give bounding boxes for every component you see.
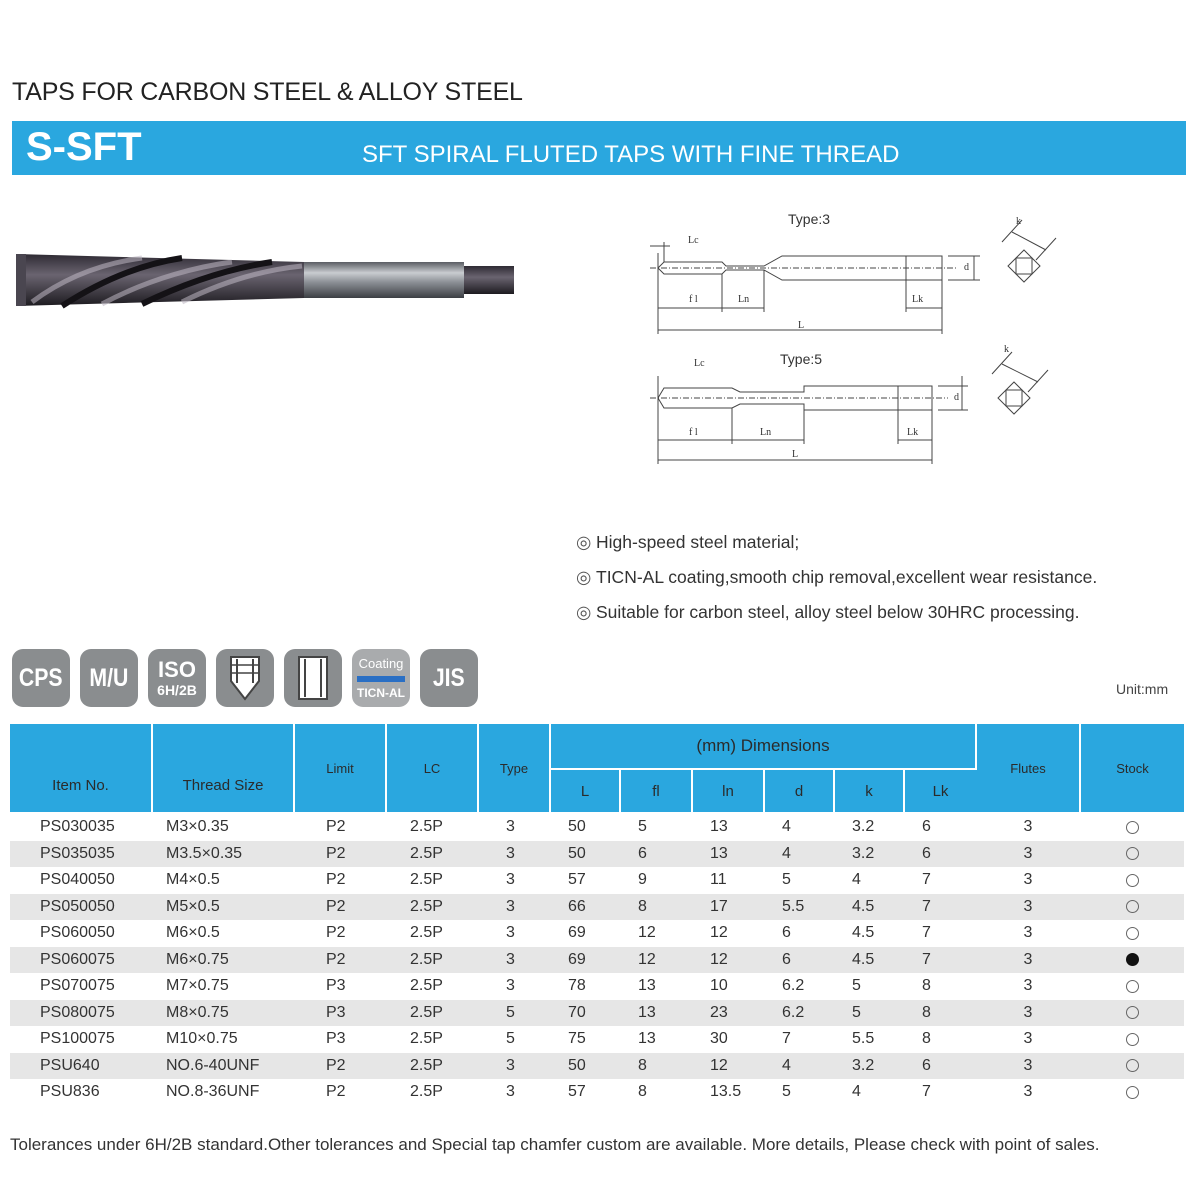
col-lk: Lk [904,769,976,813]
table-row [10,894,1184,921]
cell-fl: 8 [620,1053,692,1080]
cell-d: 5 [782,871,791,889]
cell-lc: 2.5P [386,894,478,921]
table-row [10,1000,1184,1027]
cell-L: 57 [568,1083,586,1101]
cell-lc: 2.5P [386,841,478,868]
type5-title: Type:5 [780,351,823,367]
cell-ln: 17 [692,894,764,921]
cell-k: 4 [852,1083,861,1101]
cell-item: PS060075 [10,947,152,974]
mu-badge: M/U [80,649,138,707]
cell-limit: P3 [294,1000,386,1027]
cell-L: 66 [550,894,620,921]
dimension-drawings [636,198,1076,478]
col-thread: Thread Size [152,724,294,813]
product-code: S-SFT [26,125,142,169]
cell-k: 5 [852,977,861,995]
cell-d: 6 [782,924,791,942]
feature-item: ◎ Suitable for carbon steel, alloy steel below 30HRC processing. [576,602,1080,622]
cell-k: 5.5 [852,1030,875,1048]
cell-fl: 8 [620,894,692,921]
cell-lk: 7 [922,1083,931,1101]
cell-limit: P2 [326,924,346,942]
bullet-icon: ◎ [576,602,592,622]
iso-badge: ISO 6H/2B [148,649,206,707]
cell-lk: 8 [922,977,931,995]
type3-title: Type:3 [788,211,831,227]
cell-L: 50 [550,841,620,868]
cell-type: 3 [478,894,550,921]
cell-k: 3.2 [834,1053,904,1080]
table-row [10,1053,1184,1080]
col-stock: Stock [1080,724,1184,813]
chamfer-tap-icon [216,649,274,707]
cell-k: 3.2 [834,841,904,868]
jis-badge: JIS [420,649,478,707]
type3-k-label: k [1016,216,1021,227]
cell-L: 50 [550,1053,620,1080]
unit-label: Unit:mm [1116,681,1169,697]
col-limit: Limit [294,724,386,813]
footnote: Tolerances under 6H/2B standard.Other tolerances and Special tap chamfer custom are available. More details, Please check with point of sales. [10,1135,1100,1154]
col-fl: fl [620,769,692,813]
cell-type: 3 [478,1053,550,1080]
feature-item: ◎ TICN-AL coating,smooth chip removal,excellent wear resistance. [576,567,1098,587]
cell-stock [1080,1026,1184,1053]
out-of-stock-icon [1126,1006,1139,1019]
cell-fl: 13 [620,1000,692,1027]
cell-lk: 7 [922,924,931,942]
type5-lk-label: Lk [907,427,919,438]
spec-table [10,724,1184,1106]
cell-stock [1080,1079,1184,1106]
cell-L: 70 [550,1000,620,1027]
cell-fl: 12 [620,947,692,974]
cell-limit: P2 [326,1083,346,1101]
cell-lk: 7 [904,894,976,921]
out-of-stock-icon [1126,1033,1139,1046]
cell-lk: 8 [922,1030,931,1048]
cell-item: PSU836 [40,1083,100,1101]
type5-d-label: d [954,392,959,403]
cell-limit: P3 [326,1030,346,1048]
cell-lk: 6 [904,1053,976,1080]
cell-lc: 2.5P [410,871,443,889]
feature-list [576,530,1097,635]
cell-fl: 13 [638,1030,656,1048]
cell-ln: 12 [692,947,764,974]
cell-item: PS070075 [40,977,115,995]
out-of-stock-icon [1126,1059,1139,1072]
cell-thread: M3×0.35 [166,818,229,836]
cell-thread: M6×0.75 [152,947,294,974]
category-title: TAPS FOR CARBON STEEL & ALLOY STEEL [12,78,523,106]
cell-lc: 2.5P [410,818,443,836]
cell-type: 3 [506,924,515,942]
cell-lc: 2.5P [386,1000,478,1027]
cell-flutes: 3 [976,1053,1080,1080]
cell-L: 50 [568,818,586,836]
coating-badge: Coating TICN-AL [352,649,410,707]
type3-d-label: d [964,262,969,273]
feature-item: ◎ High-speed steel material; [576,532,800,552]
cell-stock [1080,813,1184,841]
cell-stock [1080,920,1184,947]
type5-lc-label: Lc [694,358,705,369]
cell-item: PS030035 [40,818,115,836]
cell-lc: 2.5P [386,947,478,974]
cell-flutes: 3 [976,894,1080,921]
cell-type: 3 [506,977,515,995]
cell-limit: P2 [294,947,386,974]
cell-k: 4.5 [834,947,904,974]
cell-ln: 13 [692,841,764,868]
cell-lk: 7 [904,947,976,974]
cell-lk: 6 [904,841,976,868]
table-row [10,973,1184,1000]
cell-limit: P2 [294,894,386,921]
type3-fl-label: f l [689,294,698,305]
out-of-stock-icon [1126,980,1139,993]
cell-lc: 2.5P [410,1083,443,1101]
cell-L: 57 [568,871,586,889]
straight-tap-icon [284,649,342,707]
col-k: k [834,769,904,813]
cell-lc: 2.5P [410,977,443,995]
cell-item: PS050050 [10,894,152,921]
cell-lk: 6 [922,818,931,836]
cell-thread: M6×0.5 [166,924,220,942]
table-row [10,813,1184,841]
cell-ln: 30 [710,1030,728,1048]
table-row [10,1026,1184,1053]
cell-ln: 13.5 [710,1083,742,1101]
cell-flutes: 3 [1023,977,1033,995]
cell-stock [1080,1053,1184,1080]
bullet-icon: ◎ [576,532,592,552]
cell-lk: 8 [904,1000,976,1027]
col-L: L [550,769,620,813]
out-of-stock-icon [1126,847,1139,860]
cell-item: PSU640 [10,1053,152,1080]
cell-ln: 12 [710,924,728,942]
cell-flutes: 3 [1023,1083,1033,1101]
table-row [10,920,1184,947]
cell-d: 4 [764,1053,834,1080]
col-d: d [764,769,834,813]
product-banner [12,121,1186,175]
table-row [10,947,1184,974]
cell-thread: M5×0.5 [152,894,294,921]
cell-d: 5.5 [764,894,834,921]
col-lc: LC [386,724,478,813]
col-flutes: Flutes [976,724,1080,813]
cell-fl: 13 [638,977,656,995]
cell-L: 75 [568,1030,586,1048]
cell-limit: P3 [326,977,346,995]
cell-flutes: 3 [976,947,1080,974]
cell-limit: P2 [294,841,386,868]
cell-item: PS100075 [40,1030,115,1048]
cell-fl: 6 [620,841,692,868]
cps-badge: CPS [12,649,70,707]
cell-ln: 12 [692,1053,764,1080]
cell-ln: 13 [710,818,728,836]
in-stock-icon [1126,953,1139,966]
cell-k: 5 [834,1000,904,1027]
out-of-stock-icon [1126,821,1139,834]
tap-photo [12,232,520,328]
out-of-stock-icon [1126,900,1139,913]
cell-item: PS060050 [40,924,115,942]
cell-thread: M4×0.5 [166,871,220,889]
cell-thread: M3.5×0.35 [152,841,294,868]
out-of-stock-icon [1126,874,1139,887]
feature-badges [12,649,478,707]
type5-k-label: k [1004,344,1009,355]
cell-d: 4 [764,841,834,868]
cell-stock [1080,947,1184,974]
cell-type: 3 [506,1083,515,1101]
cell-flutes: 3 [976,1000,1080,1027]
cell-stock [1080,867,1184,894]
cell-limit: P2 [326,818,346,836]
type3-lc-label: Lc [688,235,699,246]
cell-lc: 2.5P [386,1053,478,1080]
cell-type: 5 [478,1000,550,1027]
cell-stock [1080,1000,1184,1027]
table-row [10,1079,1184,1106]
cell-fl: 12 [638,924,656,942]
cell-k: 4.5 [834,894,904,921]
bullet-icon: ◎ [576,567,592,587]
cell-stock [1080,841,1184,868]
cell-d: 6 [764,947,834,974]
cell-lc: 2.5P [410,924,443,942]
cell-d: 6.2 [764,1000,834,1027]
cell-limit: P2 [294,1053,386,1080]
coating-bar [357,676,405,682]
cell-thread: M7×0.75 [166,977,229,995]
cell-type: 3 [506,871,515,889]
cell-d: 6.2 [782,977,805,995]
cell-L: 69 [568,924,586,942]
col-ln: ln [692,769,764,813]
cell-k: 3.2 [852,818,875,836]
cell-d: 4 [782,818,791,836]
cell-thread: NO.6-40UNF [152,1053,294,1080]
product-subtitle: SFT SPIRAL FLUTED TAPS WITH FINE THREAD [362,141,900,168]
cell-thread: M10×0.75 [166,1030,238,1048]
cell-flutes: 3 [1023,818,1033,836]
cell-stock [1080,973,1184,1000]
out-of-stock-icon [1126,927,1139,940]
cell-d: 7 [782,1030,791,1048]
cell-flutes: 3 [976,841,1080,868]
cell-ln: 23 [692,1000,764,1027]
cell-k: 4.5 [852,924,875,942]
cell-fl: 9 [638,871,647,889]
cell-thread: M8×0.75 [152,1000,294,1027]
out-of-stock-icon [1126,1086,1139,1099]
cell-stock [1080,894,1184,921]
cell-item: PS035035 [10,841,152,868]
type5-ln-label: Ln [760,427,772,438]
type3-L-label: L [798,320,805,331]
cell-flutes: 3 [1023,871,1033,889]
col-dimensions: (mm) Dimensions [550,724,976,769]
cell-item: PS040050 [40,871,115,889]
cell-L: 78 [568,977,586,995]
cell-type: 3 [506,818,515,836]
cell-L: 69 [550,947,620,974]
type5-L-label: L [792,449,799,460]
cell-lc: 2.5P [410,1030,443,1048]
cell-ln: 10 [710,977,728,995]
cell-type: 5 [506,1030,515,1048]
cell-fl: 5 [638,818,647,836]
cell-type: 3 [478,841,550,868]
cell-item: PS080075 [10,1000,152,1027]
type3-lk-label: Lk [912,294,924,305]
table-row [10,867,1184,894]
col-item: Item No. [10,724,152,813]
cell-k: 4 [852,871,861,889]
cell-limit: P2 [326,871,346,889]
cell-flutes: 3 [1023,1030,1033,1048]
type3-ln-label: Ln [738,294,750,305]
cell-thread: NO.8-36UNF [166,1083,260,1101]
cell-fl: 8 [638,1083,647,1101]
table-row [10,841,1184,868]
col-type: Type [478,724,550,813]
cell-d: 5 [782,1083,791,1101]
cell-ln: 11 [710,871,727,889]
cell-type: 3 [478,947,550,974]
type5-fl-label: f l [689,427,698,438]
cell-lk: 7 [922,871,931,889]
cell-flutes: 3 [1023,924,1033,942]
